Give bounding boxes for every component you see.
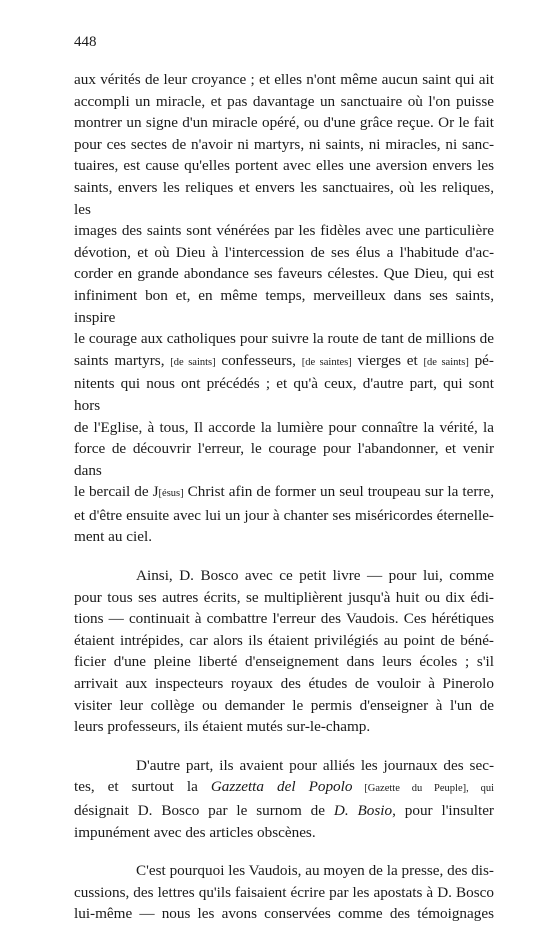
text-run: confesseurs, bbox=[215, 351, 302, 369]
text-line: et d'être ensuite avec lui un jour à chanter ses miséricordes éternelle- bbox=[74, 506, 494, 524]
text-line: Ainsi, D. Bosco avec ce petit livre — pour lui, comme bbox=[136, 567, 494, 585]
text-line: images des saints sont vénérées par les fidèles avec une particulière bbox=[74, 222, 494, 240]
editorial-insertion: [Gazette du Peuple], qui bbox=[352, 783, 495, 795]
text-line: nitents qui nous ont précédés ; et qu'à ceux, d'autre part, qui sont hors bbox=[74, 375, 494, 414]
text-line: tions — continuait à combattre l'erreur des Vaudois. Ces hérétiques bbox=[74, 610, 494, 628]
text-line: leurs professeurs, ils étaient mutés sur-le-champ. bbox=[74, 718, 371, 736]
text-line: étaient intrépides, car alors ils étaient privilégiés au point de béné- bbox=[74, 631, 494, 649]
text-line bbox=[74, 800, 494, 822]
text-line bbox=[74, 350, 494, 374]
paragraph-4 bbox=[74, 860, 494, 925]
text-line bbox=[74, 481, 494, 505]
paragraph-1 bbox=[74, 69, 494, 548]
text-line: lui-même — nous les avons conservées comme des témoignages bbox=[74, 905, 494, 923]
text-line: le courage aux catholiques pour suivre la route de tant de millions de bbox=[74, 330, 494, 348]
newspaper-title: Gazzetta del Popolo bbox=[210, 778, 353, 796]
text-line: ficier d'une pleine liberté d'enseignement dans leurs écoles ; s'il bbox=[74, 653, 494, 671]
text-line: cussions, des lettres qu'ils faisaient écrire par les apostats à D. Bosco bbox=[74, 883, 494, 901]
text-run: , pour l'insulter bbox=[392, 802, 494, 819]
nickname: D. Bosio bbox=[333, 802, 393, 819]
page-number: 448 bbox=[74, 34, 97, 50]
text-run: saints martyrs, bbox=[74, 351, 171, 369]
text-run: Christ afin de former un seul troupeau sur la terre, bbox=[183, 483, 494, 501]
editorial-insertion: [de saintes] bbox=[301, 356, 352, 368]
text-line: impunément avec des articles obscènes. bbox=[74, 823, 316, 841]
text-line: pour ces sectes de n'avoir ni martyrs, ni saints, ni miracles, ni sanc- bbox=[74, 135, 494, 153]
text-run: vierges et bbox=[351, 351, 424, 369]
text-line: tuaires, est cause qu'elles portent avec elles une aversion envers les bbox=[74, 157, 494, 175]
paragraph-3 bbox=[74, 755, 494, 843]
text-line: C'est pourquoi les Vaudois, au moyen de la presse, des dis- bbox=[136, 862, 494, 880]
text-run: pé- bbox=[468, 351, 494, 369]
paragraph-2 bbox=[74, 565, 494, 738]
text-line: ment au ciel. bbox=[74, 528, 153, 546]
text-line: dévotion, et où Dieu à l'intercession de ses élus a l'habitude d'ac- bbox=[74, 243, 494, 261]
text-line: force de découvrir l'erreur, le courage pour l'abandonner, et venir dans bbox=[74, 440, 494, 479]
text-line: D'autre part, ils avaient pour alliés les journaux des sec- bbox=[136, 756, 494, 774]
text-line: saints, envers les reliques et envers les sanctuaires, où les reliques, les bbox=[74, 178, 494, 218]
text-line bbox=[74, 776, 494, 800]
text-run: désignait D. Bosco par le surnom de bbox=[74, 802, 334, 819]
text-line: accompli un miracle, et pas davantage un sanctuaire où l'on puisse bbox=[74, 92, 494, 110]
text-line: infiniment bon et, en même temps, merveilleux dans ses saints, inspire bbox=[74, 286, 494, 326]
text-line: pour tous ses autres écrits, se multiplièrent jusqu'à huit ou dix édi- bbox=[74, 588, 494, 606]
text-line: de l'Eglise, à tous, Il accorde la lumière pour connaître la vérité, la bbox=[74, 418, 494, 436]
editorial-insertion: [de saints] bbox=[170, 356, 216, 368]
page-body bbox=[74, 69, 494, 925]
text-line: arrivait aux inspecteurs royaux des études de vouloir à Pinerolo bbox=[74, 675, 494, 693]
text-line: visiter leur collège ou demander le permis d'enseigner à l'un de bbox=[74, 696, 494, 714]
text-line: montrer un signe d'un miracle opéré, ou d'une grâce reçue. Or le fait bbox=[74, 114, 494, 132]
text-run: le bercail de J bbox=[74, 483, 159, 501]
text-line: aux vérités de leur croyance ; et elles n'ont même aucun saint qui ait bbox=[74, 71, 494, 88]
text-line: corder en grande abondance ses faveurs célestes. Que Dieu, qui est bbox=[74, 265, 494, 283]
editorial-insertion: [ésus] bbox=[158, 488, 184, 500]
text-run: tes, et surtout la bbox=[74, 778, 211, 796]
editorial-insertion: [de saints] bbox=[423, 356, 469, 368]
